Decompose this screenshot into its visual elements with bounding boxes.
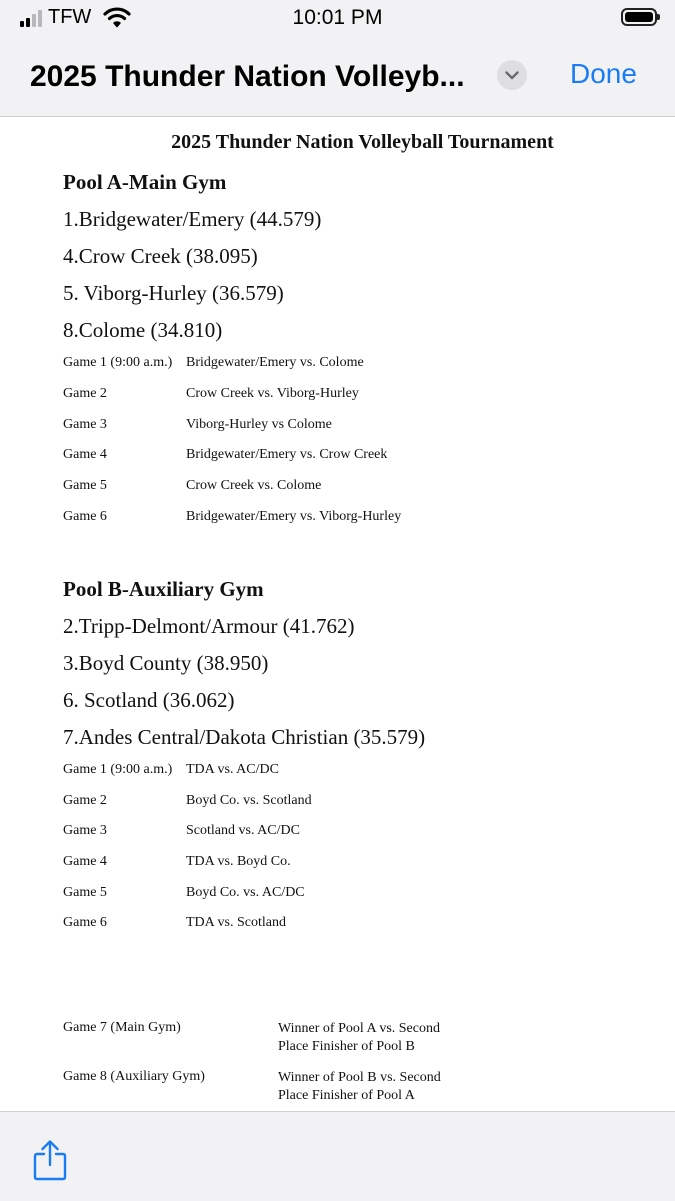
game-label: Game 3 xyxy=(63,823,107,838)
game-label: Game 4 xyxy=(63,854,107,869)
team-seed: 6. Scotland (36.062) xyxy=(63,688,235,712)
battery-icon xyxy=(621,8,657,26)
bottom-toolbar xyxy=(0,1111,675,1201)
navigation-bar xyxy=(0,38,675,117)
game-matchup: TDA vs. Boyd Co. xyxy=(186,854,291,869)
game-matchup: Crow Creek vs. Colome xyxy=(186,478,322,493)
game-matchup xyxy=(278,1069,478,1105)
status-time: 10:01 PM xyxy=(292,6,383,29)
matchup-line: Place Finisher of Pool B xyxy=(278,1039,415,1054)
team-seed: 4.Crow Creek (38.095) xyxy=(63,244,258,268)
game-label: Game 6 xyxy=(63,915,107,930)
game-matchup: Viborg-Hurley vs Colome xyxy=(186,417,332,432)
matchup-line: Winner of Pool A vs. Second xyxy=(278,1021,440,1036)
game-matchup: Boyd Co. vs. AC/DC xyxy=(186,885,305,900)
game-matchup: Bridgewater/Emery vs. Crow Creek xyxy=(186,447,388,462)
game-matchup: Scotland vs. AC/DC xyxy=(186,823,300,838)
team-seed: 2.Tripp-Delmont/Armour (41.762) xyxy=(63,614,355,638)
game-label: Game 8 (Auxiliary Gym) xyxy=(63,1069,205,1084)
chevron-down-icon xyxy=(497,60,527,90)
game-label: Game 6 xyxy=(63,509,107,524)
game-label: Game 3 xyxy=(63,417,107,432)
team-seed: 3.Boyd County (38.950) xyxy=(63,651,269,675)
team-seed: 7.Andes Central/Dakota Christian (35.579) xyxy=(63,725,426,749)
pool-heading: Pool B-Auxiliary Gym xyxy=(63,577,264,601)
game-label: Game 4 xyxy=(63,447,107,462)
share-icon[interactable] xyxy=(32,1139,68,1181)
matchup-line: Place Finisher of Pool A xyxy=(278,1088,415,1103)
document-title: 2025 Thunder Nation Volleyb... xyxy=(30,60,465,93)
game-matchup xyxy=(278,1020,478,1056)
game-matchup: Bridgewater/Emery vs. Viborg-Hurley xyxy=(186,509,402,524)
carrier-name: TFW xyxy=(48,6,92,28)
game-matchup: Boyd Co. vs. Scotland xyxy=(186,793,312,808)
game-label: Game 1 (9:00 a.m.) xyxy=(63,355,173,370)
game-matchup: Crow Creek vs. Viborg-Hurley xyxy=(186,386,359,401)
status-bar xyxy=(0,0,675,38)
game-label: Game 2 xyxy=(63,386,107,401)
game-matchup: TDA vs. AC/DC xyxy=(186,762,279,777)
game-label: Game 2 xyxy=(63,793,107,808)
matchup-line: Winner of Pool B vs. Second xyxy=(278,1070,441,1085)
team-seed: 5. Viborg-Hurley (36.579) xyxy=(63,281,284,305)
done-button[interactable]: Done xyxy=(570,58,637,89)
document-view[interactable] xyxy=(0,117,675,1111)
game-label: Game 7 (Main Gym) xyxy=(63,1020,181,1035)
tournament-title: 2025 Thunder Nation Volleyball Tournament xyxy=(171,131,554,153)
team-seed: 1.Bridgewater/Emery (44.579) xyxy=(63,207,322,231)
title-menu-button[interactable] xyxy=(497,60,527,90)
game-matchup: TDA vs. Scotland xyxy=(186,915,286,930)
pool-heading: Pool A-Main Gym xyxy=(63,170,227,194)
game-label: Game 5 xyxy=(63,885,107,900)
game-label: Game 1 (9:00 a.m.) xyxy=(63,762,173,777)
team-seed: 8.Colome (34.810) xyxy=(63,318,223,342)
game-label: Game 5 xyxy=(63,478,107,493)
game-matchup: Bridgewater/Emery vs. Colome xyxy=(186,355,364,370)
